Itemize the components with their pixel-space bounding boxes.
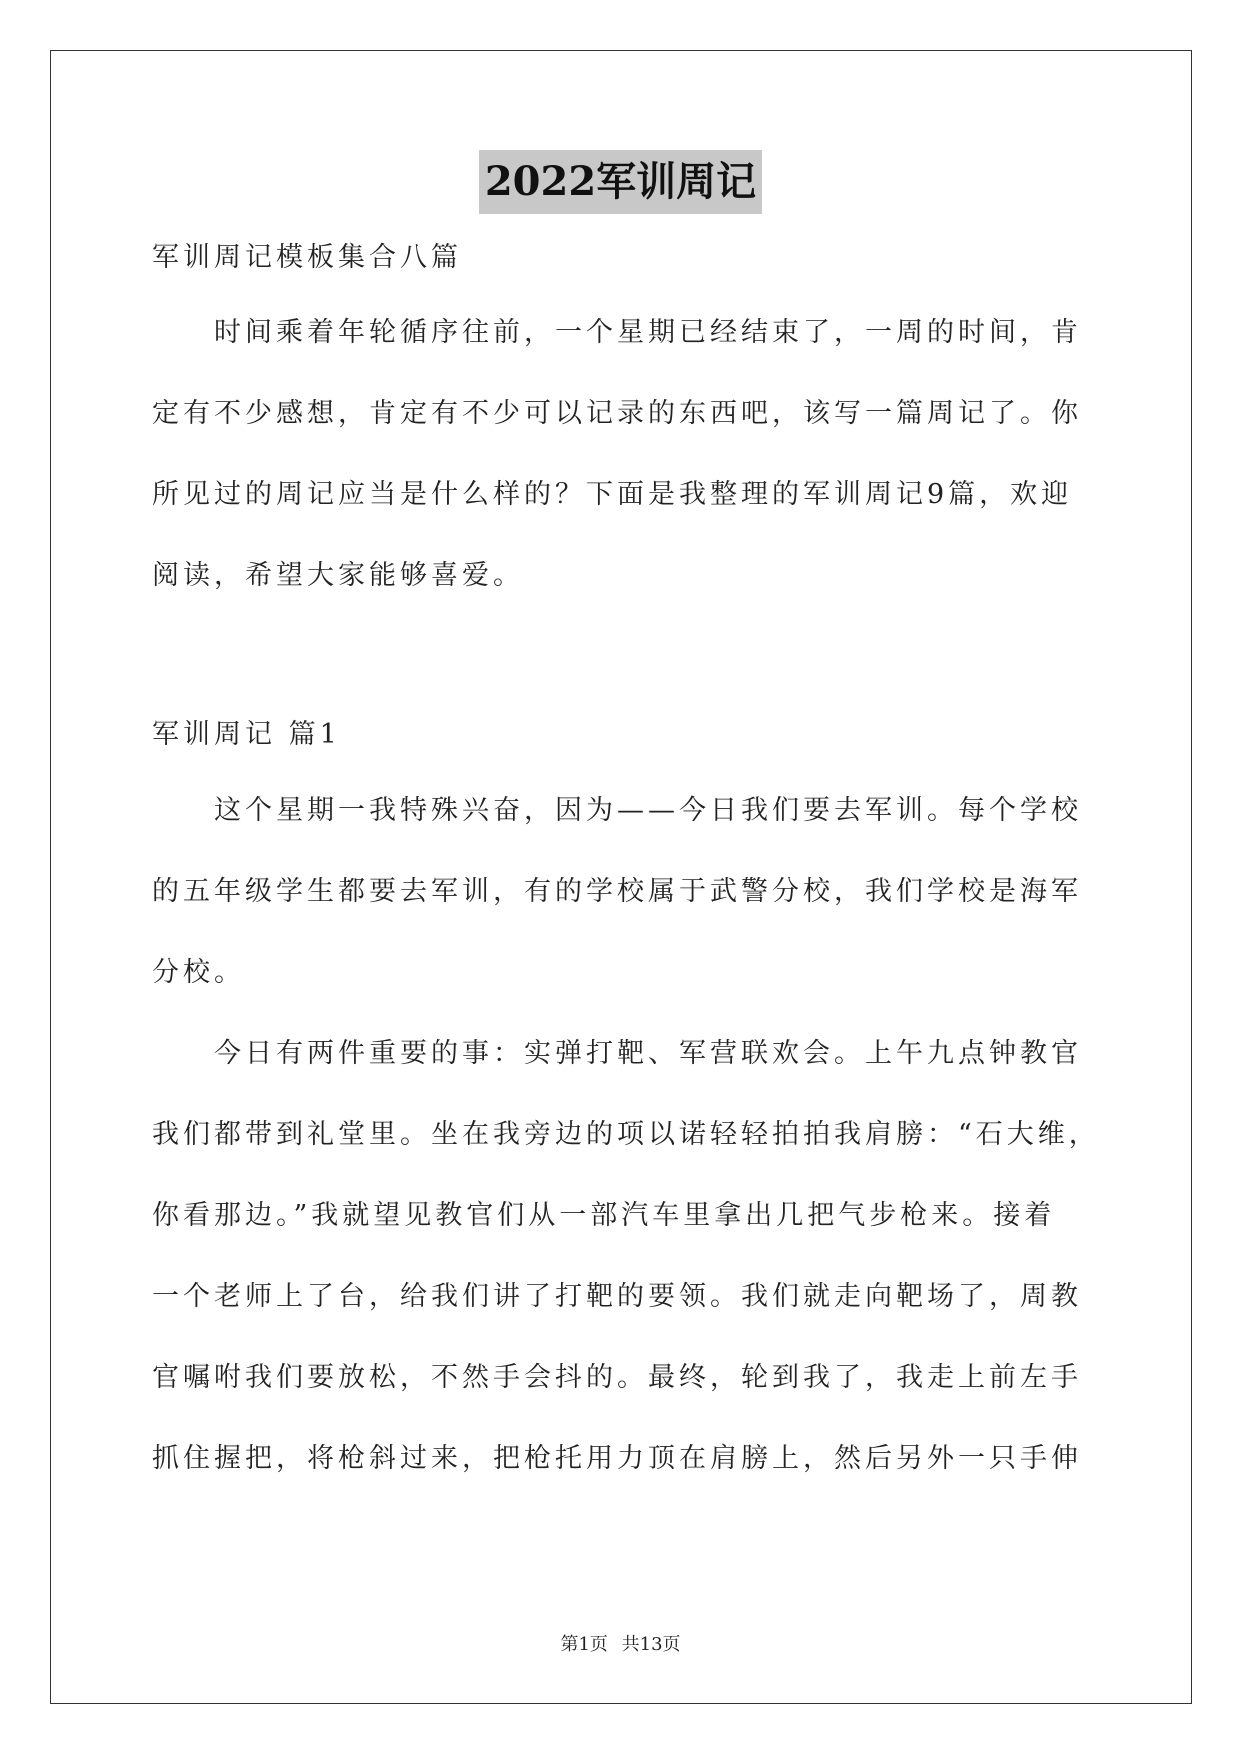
paragraph-line: 一个老师上了台，给我们讲了打靶的要领。我们就走向靶场了，周教 <box>152 1281 1082 1312</box>
intro-line: 阅读，希望大家能够喜爱。 <box>152 560 524 591</box>
paragraph-line: 抓住握把，将枪斜过来，把枪托用力顶在肩膀上，然后另外一只手伸 <box>152 1443 1082 1474</box>
paragraph-line: 这个星期一我特殊兴奋，因为——今日我们要去军训。每个学校 <box>152 795 1082 826</box>
paragraph-line: 分校。 <box>152 957 245 988</box>
document-title: 2022军训周记 <box>479 150 762 214</box>
page-number: 第1页 <box>560 1634 608 1655</box>
section1-paragraph-1 <box>152 770 1092 1013</box>
title-wrap <box>0 150 1241 214</box>
document-subtitle: 军训周记模板集合八篇 <box>152 242 462 273</box>
section1-heading: 军训周记 篇1 <box>152 719 341 750</box>
intro-line: 时间乘着年轮循序往前，一个星期已经结束了，一周的时间，肯 <box>152 317 1082 348</box>
paragraph-line: 今日有两件重要的事：实弹打靶、军营联欢会。上午九点钟教官 <box>152 1038 1082 1069</box>
section1-paragraph-2 <box>152 1013 1100 1499</box>
paragraph-line: 你看那边。”我就望见教官们从一部汽车里拿出几把气步枪来。接着 <box>152 1200 1056 1231</box>
paragraph-line: 我们都带到礼堂里。坐在我旁边的项以诺轻轻拍拍我肩膀：“石大维， <box>152 1119 1100 1150</box>
paragraph-line: 官嘱咐我们要放松，不然手会抖的。最终，轮到我了，我走上前左手 <box>152 1362 1082 1393</box>
intro-line: 定有不少感想，肯定有不少可以记录的东西吧，该写一篇周记了。你 <box>152 398 1082 429</box>
page-footer <box>0 1630 1241 1656</box>
intro-paragraph <box>152 292 1092 616</box>
intro-line: 所见过的周记应当是什么样的？下面是我整理的军训周记9篇，欢迎 <box>152 479 1073 510</box>
paragraph-line: 的五年级学生都要去军训，有的学校属于武警分校，我们学校是海军 <box>152 876 1082 907</box>
page-total: 共13页 <box>621 1634 681 1655</box>
